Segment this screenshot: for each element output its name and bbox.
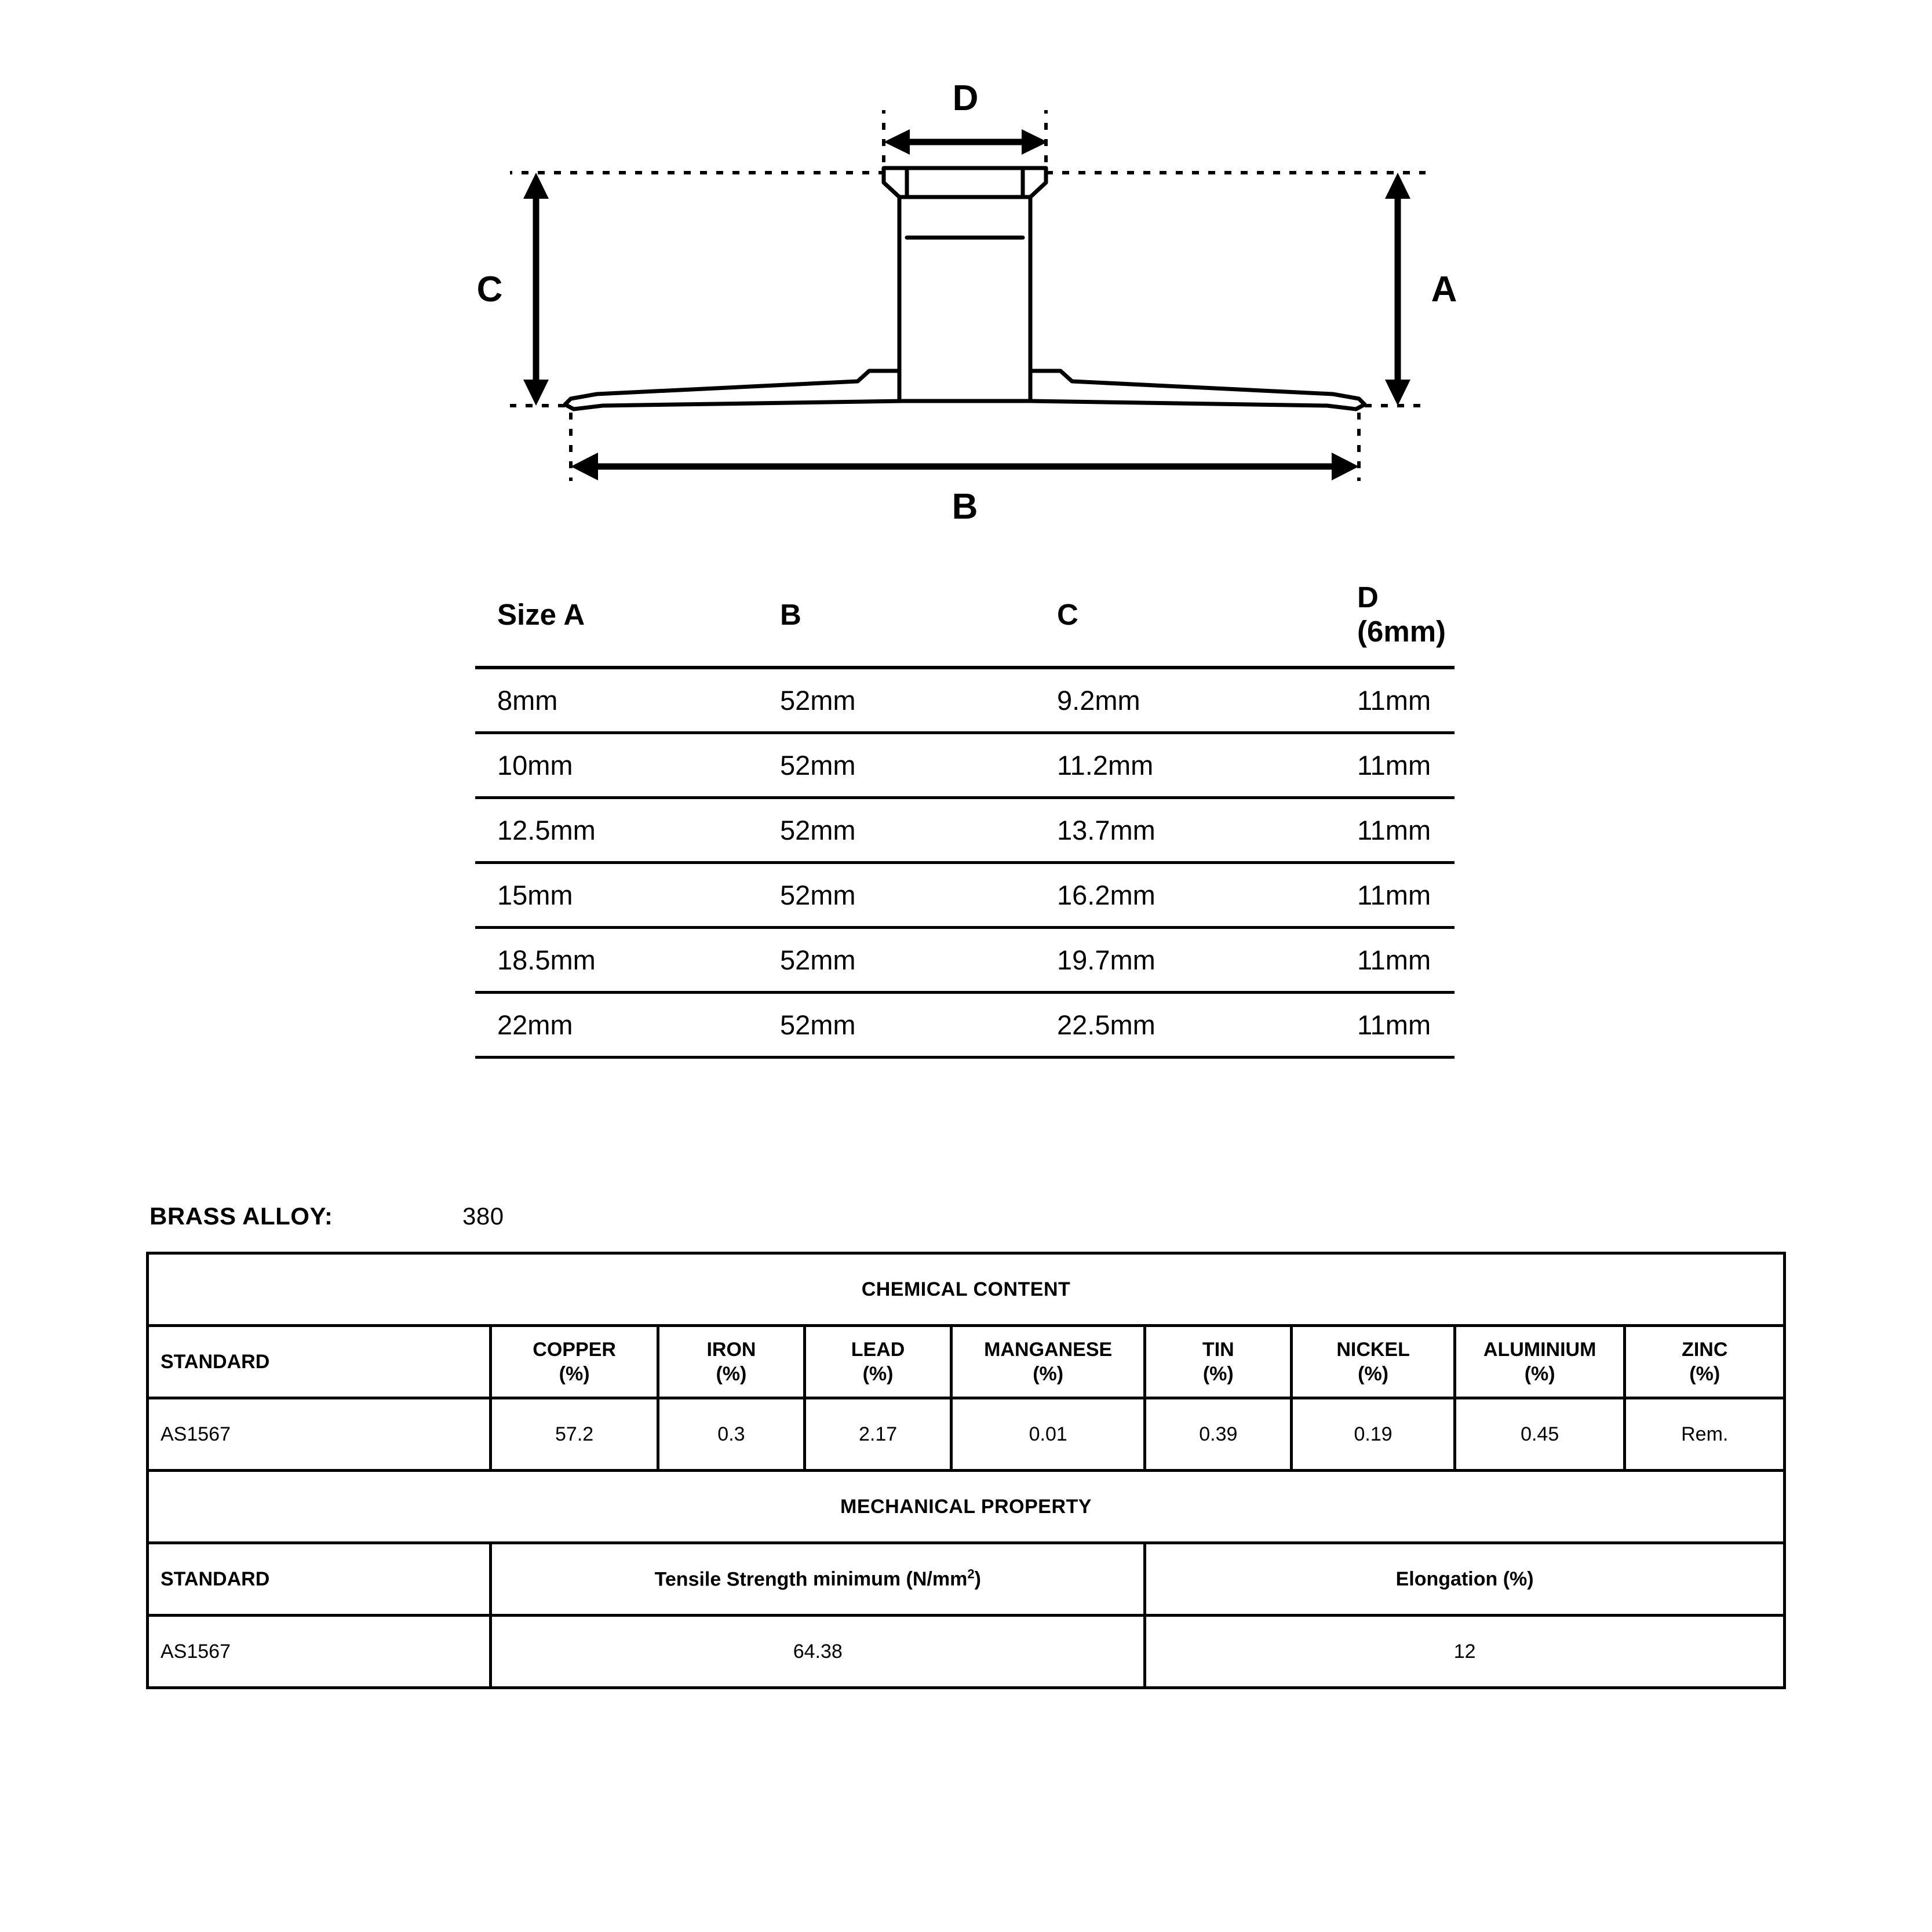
mechanical-header-elongation [1145, 1543, 1785, 1616]
chemical-header-zinc-unit: (%) [1689, 1363, 1720, 1385]
size-c-value: 22.5mm [1035, 993, 1335, 1058]
size-c-value: 11.2mm [1035, 733, 1335, 798]
chemical-header-tin [1145, 1326, 1292, 1398]
size-d-value: 11mm [1335, 668, 1455, 733]
chemical-header-zinc-name: ZINC [1682, 1338, 1728, 1361]
chemical-and-mechanical-table [146, 1252, 1786, 1689]
chemical-lead-value: 2.17 [805, 1398, 952, 1471]
size-c-value: 13.7mm [1035, 798, 1335, 863]
chemical-header-tin-unit: (%) [1202, 1363, 1234, 1385]
table-row [475, 798, 1455, 863]
size-table-header-a: Size A [475, 565, 758, 668]
mechanical-tensile-value: 64.38 [491, 1616, 1145, 1688]
size-b-value: 52mm [758, 993, 1035, 1058]
size-a-value: 22mm [475, 993, 758, 1058]
size-table-header-b: B [758, 565, 1035, 668]
size-d-value: 11mm [1335, 798, 1455, 863]
chemical-copper-value: 57.2 [491, 1398, 658, 1471]
brass-alloy-value: 380 [462, 1202, 504, 1230]
product-cross-section-diagram [0, 23, 1932, 545]
size-d-value: 11mm [1335, 928, 1455, 993]
size-table-header-d: D (6mm) [1335, 565, 1455, 668]
size-d-value: 11mm [1335, 993, 1455, 1058]
chemical-header-manganese-unit: (%) [1033, 1363, 1064, 1385]
mechanical-header-standard: STANDARD [148, 1543, 491, 1616]
size-a-value: 8mm [475, 668, 758, 733]
table-row [475, 928, 1455, 993]
mechanical-property-title: MECHANICAL PROPERTY [148, 1471, 1785, 1543]
size-b-value: 52mm [758, 733, 1035, 798]
dimension-label-b: B [952, 487, 978, 527]
size-b-value: 52mm [758, 668, 1035, 733]
mechanical-title-row [148, 1471, 1785, 1543]
dimension-label-c: C [476, 269, 503, 309]
mechanical-header-elongation-unit: (%) [1503, 1568, 1534, 1590]
size-a-value: 10mm [475, 733, 758, 798]
chemical-header-lead-unit: (%) [862, 1363, 894, 1385]
chemical-header-nickel-unit: (%) [1358, 1363, 1389, 1385]
chemical-header-lead-name: LEAD [851, 1338, 905, 1361]
chemical-title-row [148, 1253, 1785, 1326]
size-d-value: 11mm [1335, 733, 1455, 798]
mechanical-header-tensile-unit-sup: 2 [967, 1567, 975, 1582]
brass-alloy-line [150, 1202, 845, 1230]
chemical-header-zinc [1625, 1326, 1785, 1398]
chemical-header-aluminium [1455, 1326, 1625, 1398]
chemical-header-copper [491, 1326, 658, 1398]
size-a-value: 12.5mm [475, 798, 758, 863]
table-row [475, 733, 1455, 798]
chemical-header-row [148, 1326, 1785, 1398]
table-row [475, 993, 1455, 1058]
mechanical-header-elongation-name: Elongation [1395, 1568, 1498, 1590]
chemical-header-iron-unit: (%) [716, 1363, 747, 1385]
chemical-content-title: CHEMICAL CONTENT [148, 1253, 1785, 1326]
size-b-value: 52mm [758, 928, 1035, 993]
size-c-value: 9.2mm [1035, 668, 1335, 733]
mechanical-header-tensile-unit-text: minimum (N/mm [812, 1568, 968, 1591]
size-table-header-row [475, 565, 1455, 668]
size-b-value: 52mm [758, 863, 1035, 928]
chemical-header-tin-name: TIN [1202, 1338, 1234, 1361]
chemical-header-nickel-name: NICKEL [1336, 1338, 1410, 1361]
chemical-header-aluminium-name: ALUMINIUM [1483, 1338, 1596, 1361]
specification-tables [146, 1252, 1786, 1689]
chemical-aluminium-value: 0.45 [1455, 1398, 1625, 1471]
size-d-value: 11mm [1335, 863, 1455, 928]
chemical-header-manganese [952, 1326, 1145, 1398]
chemical-header-standard: STANDARD [148, 1326, 491, 1398]
size-a-value: 15mm [475, 863, 758, 928]
chemical-header-lead [805, 1326, 952, 1398]
chemical-value-row [148, 1398, 1785, 1471]
size-a-value: 18.5mm [475, 928, 758, 993]
chemical-header-iron-name: IRON [706, 1338, 756, 1361]
mechanical-standard-value: AS1567 [148, 1616, 491, 1688]
chemical-header-copper-name: COPPER [533, 1338, 616, 1361]
chemical-header-manganese-name: MANGANESE [984, 1338, 1113, 1361]
size-table-header-c: C [1035, 565, 1335, 668]
dimension-label-d: D [952, 78, 979, 118]
chemical-zinc-value: Rem. [1625, 1398, 1785, 1471]
mechanical-header-tensile-name: Tensile Strength [654, 1568, 808, 1591]
chemical-manganese-value: 0.01 [952, 1398, 1145, 1471]
mechanical-header-row [148, 1543, 1785, 1616]
brass-alloy-label: BRASS ALLOY: [150, 1202, 333, 1230]
chemical-standard-value: AS1567 [148, 1398, 491, 1471]
mechanical-value-row [148, 1616, 1785, 1688]
chemical-header-iron [658, 1326, 804, 1398]
chemical-header-nickel [1292, 1326, 1455, 1398]
table-row [475, 863, 1455, 928]
chemical-iron-value: 0.3 [658, 1398, 804, 1471]
table-row [475, 668, 1455, 733]
size-c-value: 16.2mm [1035, 863, 1335, 928]
mechanical-header-tensile [491, 1543, 1145, 1616]
chemical-tin-value: 0.39 [1145, 1398, 1292, 1471]
mechanical-header-tensile-unit [813, 1568, 981, 1590]
chemical-nickel-value: 0.19 [1292, 1398, 1455, 1471]
dimension-label-a: A [1431, 269, 1457, 309]
size-table [475, 565, 1455, 1059]
size-c-value: 19.7mm [1035, 928, 1335, 993]
chemical-header-copper-unit: (%) [559, 1363, 590, 1385]
mechanical-header-tensile-unit-end: ) [974, 1568, 981, 1591]
size-b-value: 52mm [758, 798, 1035, 863]
chemical-header-aluminium-unit: (%) [1524, 1363, 1555, 1385]
mechanical-elongation-value: 12 [1145, 1616, 1785, 1688]
